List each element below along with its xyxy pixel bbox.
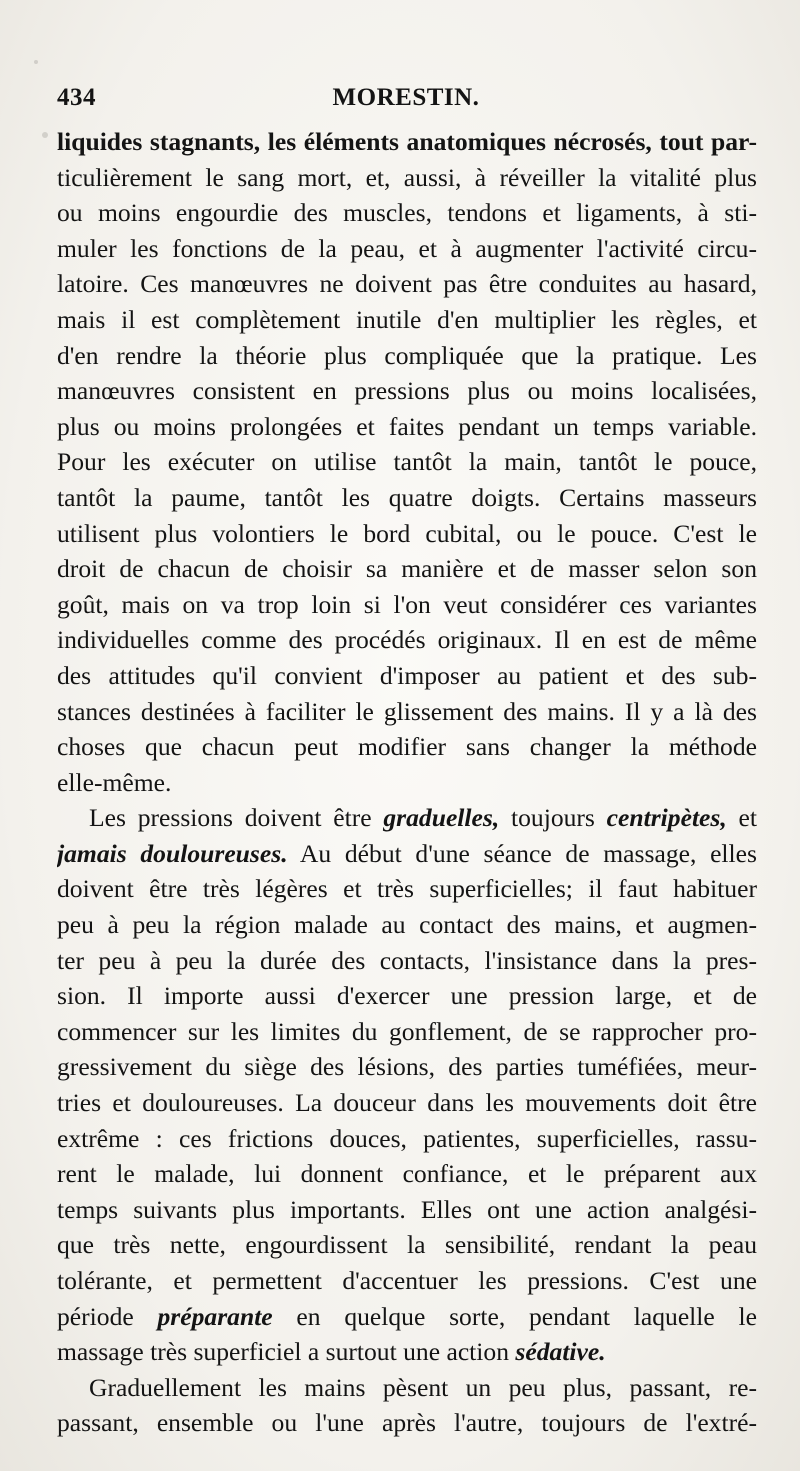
text-line: ou moins engourdie des muscles, tendons et ligaments, à sti- bbox=[57, 198, 757, 228]
text-line: des attitudes qu'il convient d'imposer au patient et des sub- bbox=[57, 660, 757, 690]
text-run: massage très superficiel a surtout une action bbox=[57, 1337, 516, 1367]
text-line bbox=[57, 800, 757, 836]
text-line: latoire. Ces manœuvres ne doivent pas être conduites au hasard, bbox=[57, 269, 757, 299]
emphasis-jamais-douloureuses: jamais douloureuses. bbox=[57, 838, 288, 868]
text-line: stances destinées à faciliter le glissement des mains. Il y a là des bbox=[57, 696, 757, 726]
text-line: que très nette, engourdissent la sensibilité, rendant la peau bbox=[57, 1230, 757, 1260]
text-line: Pour les exécuter on utilise tantôt la main, tantôt le pouce, bbox=[57, 447, 757, 477]
text-line: gressivement du siège des lésions, des parties tuméfiées, meur- bbox=[57, 1052, 757, 1082]
emphasis-sedative: sédative. bbox=[515, 1337, 606, 1367]
running-head: MORESTIN. bbox=[332, 84, 480, 111]
text-run: Au début d'une séance de massage, elles bbox=[287, 838, 757, 868]
text-line: elle-même. bbox=[57, 767, 172, 797]
text-line: individuelles comme des procédés originaux. Il en est de même bbox=[57, 625, 757, 655]
text-run: en quelque sorte, pendant laquelle le bbox=[272, 1301, 757, 1331]
text-run: toujours bbox=[499, 803, 607, 833]
text-line bbox=[57, 1334, 757, 1370]
text-line: ticulièrement le sang mort, et, aussi, à réveiller la vitalité plus bbox=[57, 162, 757, 192]
page-number: 434 bbox=[57, 84, 96, 111]
text-line: plus ou moins prolongées et faites pendant un temps variable. bbox=[57, 411, 757, 441]
text-line: extrême : ces frictions douces, patientes, superficielles, rassu- bbox=[57, 1123, 757, 1153]
text-line: utilisent plus volontiers le bord cubital, ou le pouce. C'est le bbox=[57, 518, 757, 548]
paragraph-3 bbox=[57, 1370, 757, 1441]
page-header bbox=[57, 84, 755, 120]
text-line: droit de chacun de choisir sa manière et de masser selon son bbox=[57, 554, 757, 584]
text-line: rent le malade, lui donnent confiance, et le préparent aux bbox=[57, 1159, 757, 1189]
text-line: tries et douloureuses. La douceur dans les mouvements doit être bbox=[57, 1088, 757, 1118]
text-run: Les pressions doivent être bbox=[89, 803, 384, 833]
text-line: d'en rendre la théorie plus compliquée que la pratique. Les bbox=[57, 340, 757, 370]
text-line: mais il est complètement inutile d'en multiplier les règles, et bbox=[57, 304, 757, 334]
text-line bbox=[57, 836, 757, 872]
emphasis-preparante: préparante bbox=[157, 1301, 273, 1331]
text-line: liquides stagnants, les éléments anatomiques nécrosés, tout par- bbox=[57, 127, 757, 156]
text-line: sion. Il importe aussi d'exercer une pression large, et de bbox=[57, 981, 757, 1011]
paragraph-1 bbox=[57, 124, 757, 800]
text-line: peu à peu la région malade au contact des mains, et augmen- bbox=[57, 910, 757, 940]
text-run: période bbox=[57, 1301, 158, 1331]
paragraph-2 bbox=[57, 800, 757, 1370]
text-line: tolérante, et permettent d'accentuer les pressions. C'est une bbox=[57, 1266, 757, 1295]
paper-speck bbox=[42, 132, 48, 138]
text-line: passant, ensemble ou l'une après l'autre, toujours de l'extré- bbox=[57, 1408, 757, 1438]
body-text bbox=[57, 124, 757, 1441]
text-line: commencer sur les limites du gonflement, de se rapprocher pro- bbox=[57, 1016, 757, 1046]
text-line: manœuvres consistent en pressions plus ou moins localisées, bbox=[57, 376, 757, 406]
text-run: et bbox=[726, 803, 757, 833]
text-line bbox=[57, 1299, 757, 1335]
text-line: goût, mais on va trop loin si l'on veut considérer ces variantes bbox=[57, 589, 757, 619]
text-line: ter peu à peu la durée des contacts, l'insistance dans la pres- bbox=[57, 945, 757, 975]
emphasis-centripetes: centripètes, bbox=[606, 803, 727, 833]
text-line: tantôt la paume, tantôt les quatre doigts. Certains masseurs bbox=[57, 482, 757, 512]
text-line: muler les fonctions de la peau, et à augmenter l'activité circu- bbox=[57, 233, 757, 263]
text-line: choses que chacun peut modifier sans changer la méthode bbox=[57, 732, 757, 762]
text-line: temps suivants plus importants. Elles ont une action analgési- bbox=[57, 1194, 757, 1224]
text-line: Graduellement les mains pèsent un peu plus, passant, re- bbox=[89, 1372, 757, 1402]
paper-speck bbox=[34, 60, 38, 64]
text-line: doivent être très légères et très superficielles; il faut habituer bbox=[57, 874, 757, 904]
emphasis-graduelles: graduelles, bbox=[383, 803, 500, 833]
